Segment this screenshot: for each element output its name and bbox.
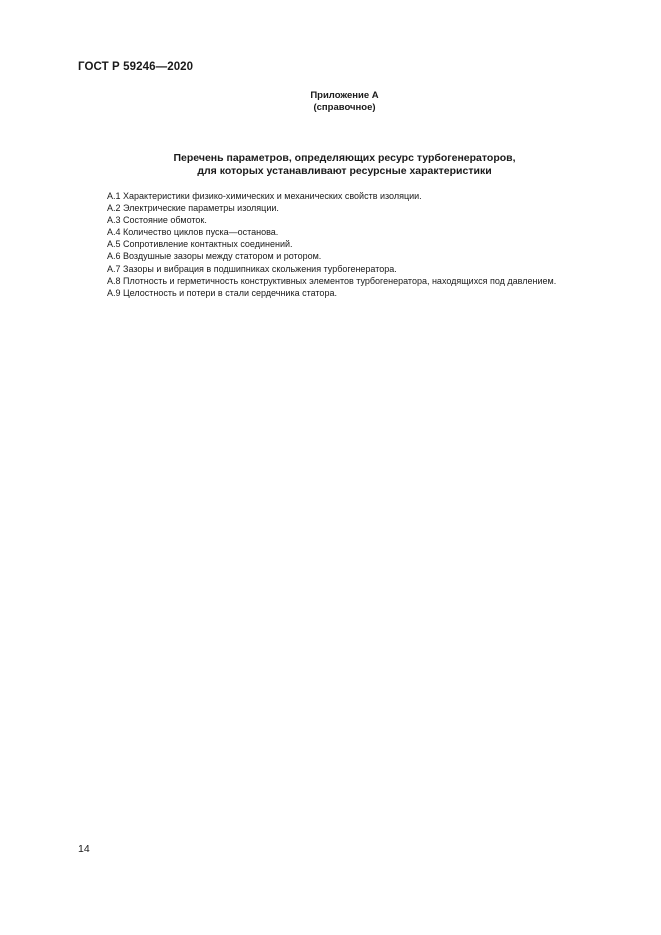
parameter-list [107, 190, 637, 299]
appendix-status: (справочное) [313, 102, 376, 113]
appendix-title: Приложение А [310, 90, 379, 101]
list-item: А.9 Целостность и потери в стали сердечника статора. [107, 287, 337, 298]
list-item: А.2 Электрические параметры изоляции. [107, 203, 279, 214]
document-code: ГОСТ Р 59246—2020 [78, 61, 194, 73]
page-number: 14 [78, 843, 90, 855]
section-title-line-1: Перечень параметров, определяющих ресурс турбогенераторов, [173, 152, 516, 164]
list-item: А.1 Характеристики физико-химических и механических свойств изоляции. [107, 191, 422, 201]
list-item: А.6 Воздушные зазоры между статором и ротором. [107, 251, 322, 262]
list-item: А.5 Сопротивление контактных соединений. [107, 239, 293, 250]
section-title-line-2: для которых устанавливают ресурсные характеристики [197, 165, 492, 177]
appendix-heading [0, 90, 661, 114]
list-item: А.4 Количество циклов пуска—останова. [107, 227, 279, 238]
section-title [0, 152, 661, 178]
list-item: А.8 Плотность и герметичность конструктивных элементов турбогенератора, находящихся под давлением. [107, 275, 557, 286]
list-item: А.7 Зазоры и вибрация в подшипниках скольжения турбогенератора. [107, 263, 397, 274]
list-item: А.3 Состояние обмоток. [107, 215, 207, 226]
